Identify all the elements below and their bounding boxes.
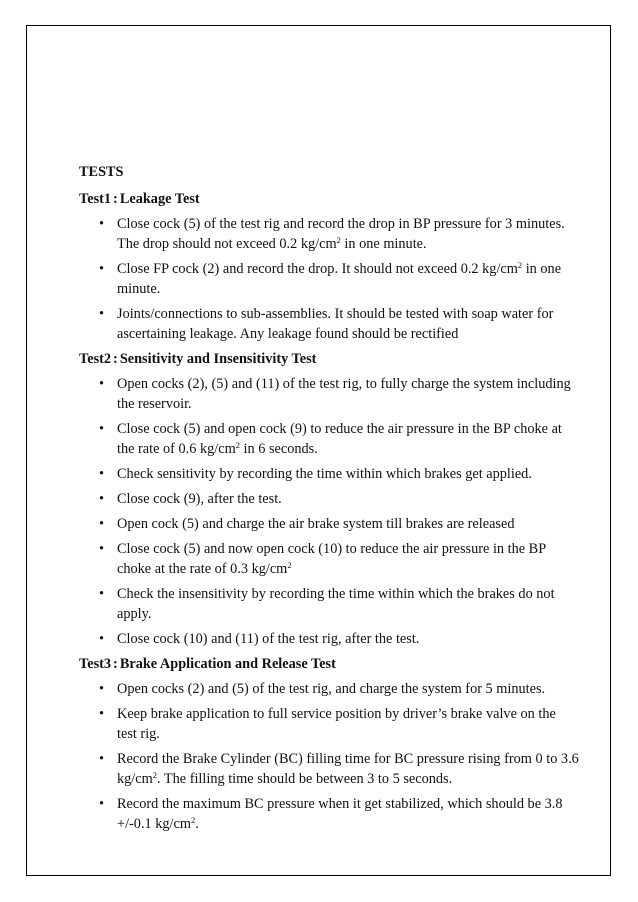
item-text: Check the insensitivity by recording the time within which the brakes do not apply. bbox=[117, 586, 555, 622]
item-text: in one minute. bbox=[340, 236, 427, 252]
list-item bbox=[79, 464, 579, 484]
bullet-icon: • bbox=[99, 681, 105, 697]
bullet-icon: • bbox=[99, 751, 105, 767]
item-text: Joints/connections to sub-assemblies. It should be tested with soap water for ascertaining leakage. Any leakage found should be rectified bbox=[117, 306, 554, 342]
section-name: Leakage Test bbox=[119, 191, 200, 207]
superscript: 2 bbox=[190, 815, 196, 825]
test-sections bbox=[79, 189, 579, 834]
section-label: Test2 bbox=[79, 351, 112, 367]
list-item bbox=[79, 259, 579, 299]
section-separator: : bbox=[113, 656, 118, 672]
bullet-icon: • bbox=[99, 421, 105, 437]
item-text: in 6 seconds. bbox=[239, 441, 318, 457]
item-text: Close cock (5) of the test rig and record the drop in BP pressure for 3 minutes. The drop should not exceed 0.2 kg/cm bbox=[117, 216, 565, 252]
bullet-icon: • bbox=[99, 631, 105, 647]
bullet-icon: • bbox=[99, 541, 105, 557]
item-text: Record the Brake Cylinder (BC) filling time for BC pressure rising from 0 to 3.6 kg/cm bbox=[117, 751, 579, 787]
list-item bbox=[79, 794, 579, 834]
bullet-icon: • bbox=[99, 516, 105, 532]
list-item bbox=[79, 419, 579, 459]
item-text: Close cock (9), after the test. bbox=[117, 491, 282, 507]
bullet-icon: • bbox=[99, 796, 105, 812]
item-text: Open cocks (2) and (5) of the test rig, and charge the system for 5 minutes. bbox=[117, 681, 546, 697]
item-text: in one minute. bbox=[117, 261, 562, 297]
superscript: 2 bbox=[235, 440, 240, 450]
item-text: . bbox=[195, 816, 199, 832]
bullet-list bbox=[79, 374, 579, 649]
list-item bbox=[79, 304, 579, 344]
item-text: Record the maximum BC pressure when it get stabilized, which should be 3.8 +/-0.1 kg/cm bbox=[117, 796, 563, 832]
item-text: Close cock (5) and open cock (9) to reduce the air pressure in the BP choke at the rate of 0.6 kg/cm bbox=[117, 421, 562, 457]
bullet-icon: • bbox=[99, 706, 105, 722]
item-text: Close cock (5) and now open cock (10) to reduce the air pressure in the BP choke at the rate of 0.3 kg/cm bbox=[117, 541, 546, 577]
page-title: TESTS bbox=[79, 164, 124, 180]
item-text: Close FP cock (2) and record the drop. It should not exceed 0.2 kg/cm bbox=[117, 261, 518, 277]
list-item bbox=[79, 374, 579, 414]
item-text: Close cock (10) and (11) of the test rig, after the test. bbox=[117, 631, 420, 647]
bullet-icon: • bbox=[99, 466, 105, 482]
section-name: Sensitivity and Insensitivity Test bbox=[119, 351, 317, 367]
list-item bbox=[79, 704, 579, 744]
item-text: Open cock (5) and charge the air brake system till brakes are released bbox=[117, 516, 515, 532]
bullet-icon: • bbox=[99, 306, 105, 322]
section-label: Test1 bbox=[79, 191, 112, 207]
list-item bbox=[79, 749, 579, 789]
section-separator: : bbox=[113, 191, 118, 207]
item-text: Keep brake application to full service position by driver’s brake valve on the test rig. bbox=[117, 706, 556, 742]
section-heading-test1 bbox=[79, 189, 579, 209]
section-label: Test3 bbox=[79, 656, 112, 672]
item-text: Check sensitivity by recording the time within which brakes get applied. bbox=[117, 466, 532, 482]
list-item bbox=[79, 629, 579, 649]
bullet-list bbox=[79, 214, 579, 344]
superscript: 2 bbox=[287, 560, 292, 570]
item-text: . The filling time should be between 3 to 5 seconds. bbox=[157, 771, 453, 787]
list-item bbox=[79, 679, 579, 699]
document-body bbox=[79, 162, 579, 839]
section-separator: : bbox=[113, 351, 118, 367]
section-heading-test2 bbox=[79, 349, 579, 369]
superscript: 2 bbox=[517, 260, 523, 270]
section-heading-test3 bbox=[79, 654, 579, 674]
bullet-list bbox=[79, 679, 579, 834]
list-item bbox=[79, 539, 579, 579]
bullet-icon: • bbox=[99, 261, 105, 277]
item-text: Open cocks (2), (5) and (11) of the test rig, to fully charge the system including the reservoir. bbox=[117, 376, 571, 412]
list-item bbox=[79, 489, 579, 509]
bullet-icon: • bbox=[99, 586, 105, 602]
list-item bbox=[79, 584, 579, 624]
bullet-icon: • bbox=[99, 491, 105, 507]
bullet-icon: • bbox=[99, 216, 105, 232]
superscript: 2 bbox=[152, 770, 157, 780]
section-name: Brake Application and Release Test bbox=[119, 656, 336, 672]
list-item bbox=[79, 214, 579, 254]
bullet-icon: • bbox=[99, 376, 105, 392]
list-item bbox=[79, 514, 579, 534]
superscript: 2 bbox=[336, 235, 341, 245]
